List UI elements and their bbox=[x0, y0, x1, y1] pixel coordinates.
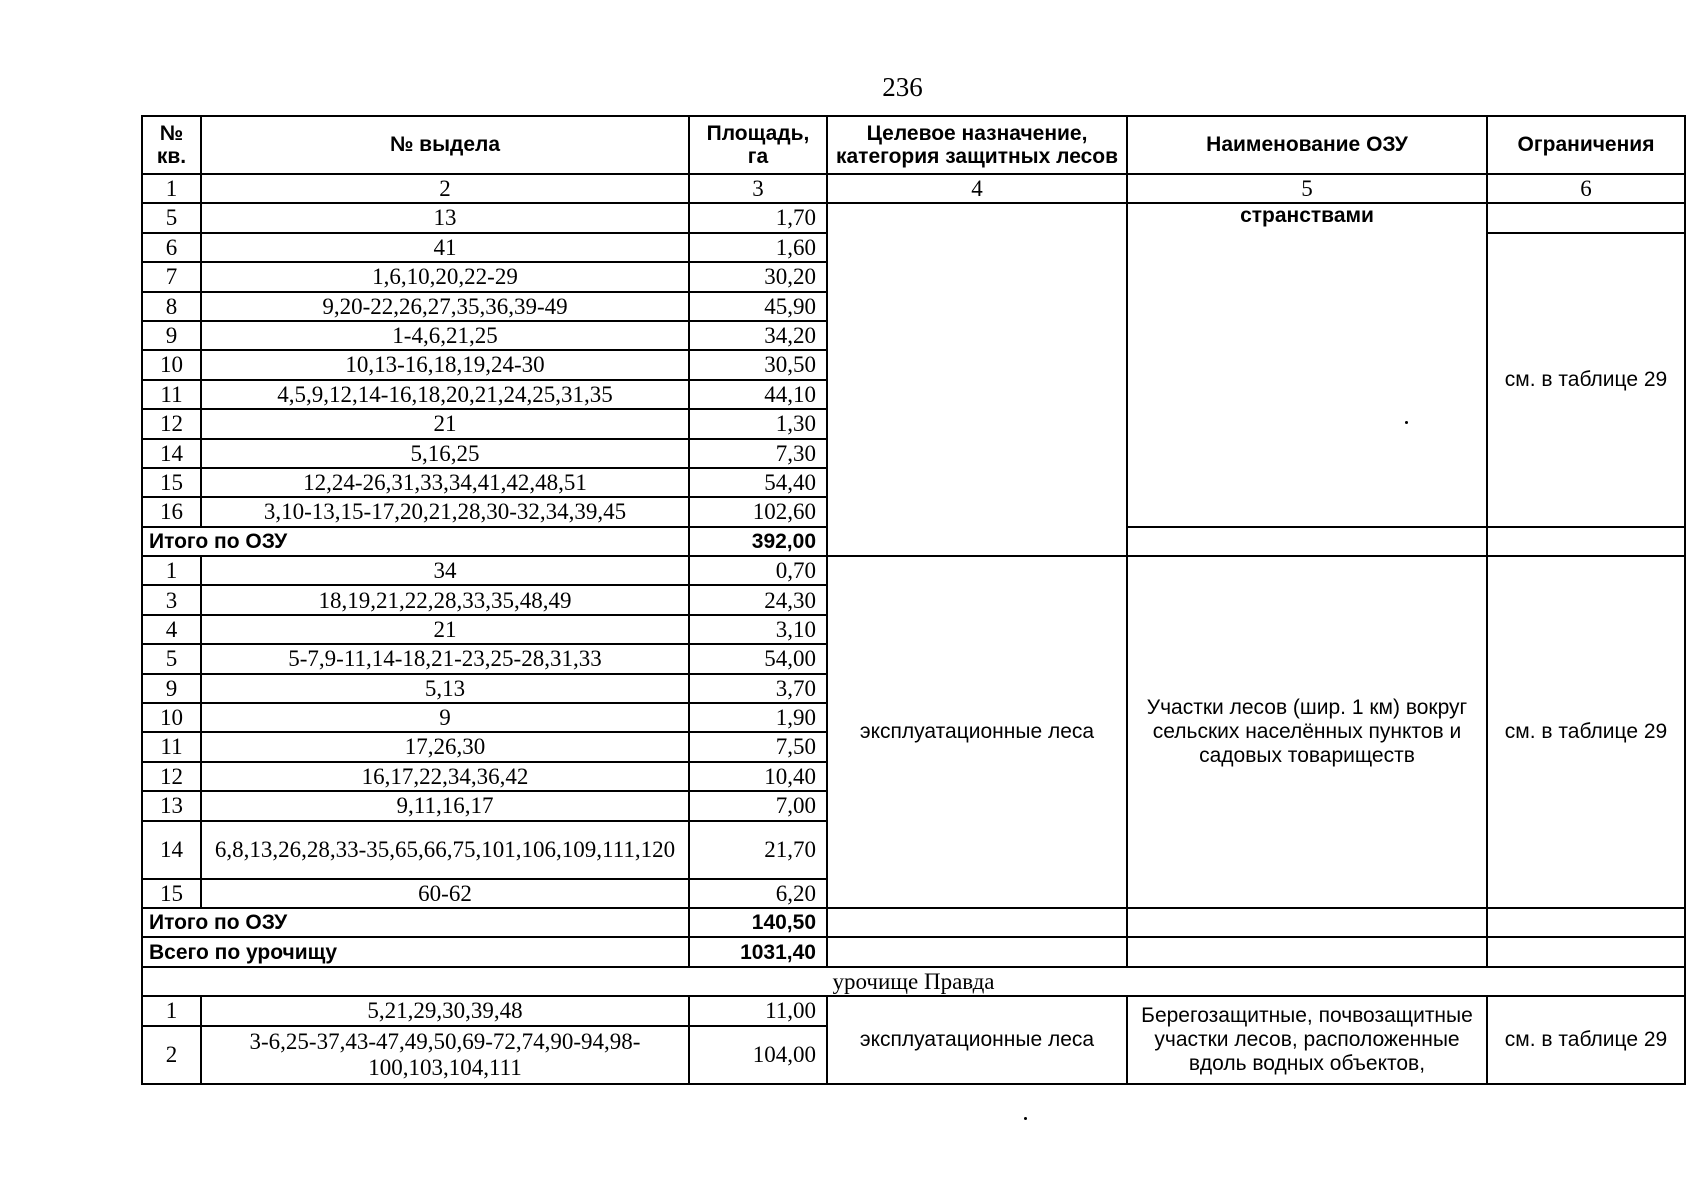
column-number-row bbox=[142, 174, 1685, 203]
area-cell: 102,60 bbox=[689, 497, 827, 526]
kv-cell: 10 bbox=[142, 703, 201, 732]
area-cell: 1,30 bbox=[689, 409, 827, 438]
ozu-name-cell: Берегозащитные, почвозащитные участки лесов, расположенные вдоль водных объектов, bbox=[1127, 996, 1487, 1083]
kv-cell: 16 bbox=[142, 497, 201, 526]
area-cell: 54,00 bbox=[689, 644, 827, 673]
kv-cell: 6 bbox=[142, 233, 201, 262]
kv-cell: 13 bbox=[142, 791, 201, 820]
table-row bbox=[142, 996, 1685, 1025]
total-label: Итого по ОЗУ bbox=[142, 908, 689, 937]
header-restrictions: Ограничения bbox=[1487, 116, 1685, 174]
area-cell: 44,10 bbox=[689, 380, 827, 409]
vydel-cell: 21 bbox=[201, 409, 689, 438]
area-cell: 45,90 bbox=[689, 292, 827, 321]
vydel-cell: 12,24-26,31,33,34,41,42,48,51 bbox=[201, 468, 689, 497]
column-number: 3 bbox=[689, 174, 827, 203]
kv-cell: 5 bbox=[142, 644, 201, 673]
column-number: 6 bbox=[1487, 174, 1685, 203]
header-vydel: № выдела bbox=[201, 116, 689, 174]
kv-cell: 15 bbox=[142, 468, 201, 497]
vydel-cell: 41 bbox=[201, 233, 689, 262]
vydel-cell: 4,5,9,12,14-16,18,20,21,24,25,31,35 bbox=[201, 380, 689, 409]
vydel-cell: 17,26,30 bbox=[201, 732, 689, 761]
vydel-cell: 9,20-22,26,27,35,36,39-49 bbox=[201, 292, 689, 321]
vydel-cell: 18,19,21,22,28,33,35,48,49 bbox=[201, 585, 689, 614]
page-number: 236 bbox=[882, 72, 923, 102]
table-row bbox=[142, 203, 1685, 232]
restriction-cell: см. в таблице 29 bbox=[1487, 996, 1685, 1083]
vydel-cell: 9,11,16,17 bbox=[201, 791, 689, 820]
purpose-cell-empty bbox=[827, 937, 1127, 966]
kv-cell: 9 bbox=[142, 674, 201, 703]
kv-cell: 15 bbox=[142, 879, 201, 908]
vydel-cell: 5,21,29,30,39,48 bbox=[201, 996, 689, 1025]
vydel-cell: 10,13-16,18,19,24-30 bbox=[201, 350, 689, 379]
purpose-cell-empty bbox=[827, 203, 1127, 556]
restriction-cell-empty bbox=[1487, 908, 1685, 937]
vydel-cell: 13 bbox=[201, 203, 689, 232]
kv-cell: 1 bbox=[142, 556, 201, 585]
vydel-cell: 34 bbox=[201, 556, 689, 585]
total-area: 392,00 bbox=[689, 527, 827, 556]
area-cell: 54,40 bbox=[689, 468, 827, 497]
header-area: Площадь, га bbox=[689, 116, 827, 174]
section-row bbox=[142, 967, 1685, 996]
total-label: Итого по ОЗУ bbox=[142, 527, 689, 556]
kv-cell: 10 bbox=[142, 350, 201, 379]
area-cell: 10,40 bbox=[689, 762, 827, 791]
area-cell: 1,90 bbox=[689, 703, 827, 732]
kv-cell: 12 bbox=[142, 762, 201, 791]
kv-cell: 7 bbox=[142, 262, 201, 291]
area-cell: 24,30 bbox=[689, 585, 827, 614]
vydel-cell: 3,10-13,15-17,20,21,28,30-32,34,39,45 bbox=[201, 497, 689, 526]
ozu-name-cell: странствами bbox=[1127, 203, 1487, 526]
area-cell: 3,70 bbox=[689, 674, 827, 703]
kv-cell: 1 bbox=[142, 996, 201, 1025]
restriction-cell-empty bbox=[1487, 937, 1685, 966]
vydel-cell: 1,6,10,20,22-29 bbox=[201, 262, 689, 291]
header-kv: № кв. bbox=[142, 116, 201, 174]
vydel-cell: 6,8,13,26,28,33-35,65,66,75,101,106,109,111,120 bbox=[201, 821, 689, 879]
ozu-name-cell-empty bbox=[1127, 937, 1487, 966]
purpose-cell: эксплуатационные леса bbox=[827, 556, 1127, 908]
column-number: 2 bbox=[201, 174, 689, 203]
vydel-cell: 5,16,25 bbox=[201, 439, 689, 468]
area-cell: 0,70 bbox=[689, 556, 827, 585]
kv-cell: 2 bbox=[142, 1026, 201, 1084]
ozu-name-cell-empty bbox=[1127, 908, 1487, 937]
area-cell: 1,70 bbox=[689, 203, 827, 232]
area-cell: 104,00 bbox=[689, 1026, 827, 1084]
header-ozu-name: Наименование ОЗУ bbox=[1127, 116, 1487, 174]
area-cell: 7,00 bbox=[689, 791, 827, 820]
restriction-cell: см. в таблице 29 bbox=[1487, 233, 1685, 527]
vydel-cell: 16,17,22,34,36,42 bbox=[201, 762, 689, 791]
area-cell: 7,50 bbox=[689, 732, 827, 761]
kv-cell: 11 bbox=[142, 732, 201, 761]
grand-total-row bbox=[142, 937, 1685, 966]
ozu-name-cell: Участки лесов (шир. 1 км) вокруг сельских населённых пунктов и садовых товариществ bbox=[1127, 556, 1487, 908]
kv-cell: 14 bbox=[142, 439, 201, 468]
kv-cell: 12 bbox=[142, 409, 201, 438]
scan-speck bbox=[1024, 1117, 1027, 1120]
vydel-cell: 5-7,9-11,14-18,21-23,25-28,31,33 bbox=[201, 644, 689, 673]
area-cell: 1,60 bbox=[689, 233, 827, 262]
kv-cell: 11 bbox=[142, 380, 201, 409]
area-cell: 34,20 bbox=[689, 321, 827, 350]
vydel-cell: 1-4,6,21,25 bbox=[201, 321, 689, 350]
grand-total-area: 1031,40 bbox=[689, 937, 827, 966]
restriction-cell-empty bbox=[1487, 203, 1685, 232]
vydel-cell: 5,13 bbox=[201, 674, 689, 703]
area-cell: 21,70 bbox=[689, 821, 827, 879]
header-purpose: Целевое назначение, категория защитных лесов bbox=[827, 116, 1127, 174]
vydel-cell: 60-62 bbox=[201, 879, 689, 908]
ozu-name-cell-empty bbox=[1127, 527, 1487, 556]
area-cell: 11,00 bbox=[689, 996, 827, 1025]
kv-cell: 3 bbox=[142, 585, 201, 614]
vydel-cell: 21 bbox=[201, 615, 689, 644]
area-cell: 6,20 bbox=[689, 879, 827, 908]
section-title: урочище Правда bbox=[142, 967, 1685, 996]
column-number: 1 bbox=[142, 174, 201, 203]
kv-cell: 9 bbox=[142, 321, 201, 350]
grand-total-label: Всего по урочищу bbox=[142, 937, 689, 966]
scan-speck bbox=[1405, 421, 1408, 424]
kv-cell: 8 bbox=[142, 292, 201, 321]
vydel-cell: 3-6,25-37,43-47,49,50,69-72,74,90-94,98-100,103,104,111 bbox=[201, 1026, 689, 1084]
vydel-cell: 9 bbox=[201, 703, 689, 732]
purpose-cell: эксплуатационные леса bbox=[827, 996, 1127, 1083]
area-cell: 3,10 bbox=[689, 615, 827, 644]
column-number: 5 bbox=[1127, 174, 1487, 203]
forest-plots-table bbox=[141, 115, 1686, 1085]
area-cell: 30,20 bbox=[689, 262, 827, 291]
area-cell: 30,50 bbox=[689, 350, 827, 379]
kv-cell: 4 bbox=[142, 615, 201, 644]
table-row bbox=[142, 556, 1685, 585]
area-cell: 7,30 bbox=[689, 439, 827, 468]
restriction-cell: см. в таблице 29 bbox=[1487, 556, 1685, 908]
restriction-cell-empty bbox=[1487, 527, 1685, 556]
kv-cell: 5 bbox=[142, 203, 201, 232]
kv-cell: 14 bbox=[142, 821, 201, 879]
purpose-cell-empty bbox=[827, 908, 1127, 937]
header-row bbox=[142, 116, 1685, 174]
total-area: 140,50 bbox=[689, 908, 827, 937]
total-row bbox=[142, 908, 1685, 937]
column-number: 4 bbox=[827, 174, 1127, 203]
